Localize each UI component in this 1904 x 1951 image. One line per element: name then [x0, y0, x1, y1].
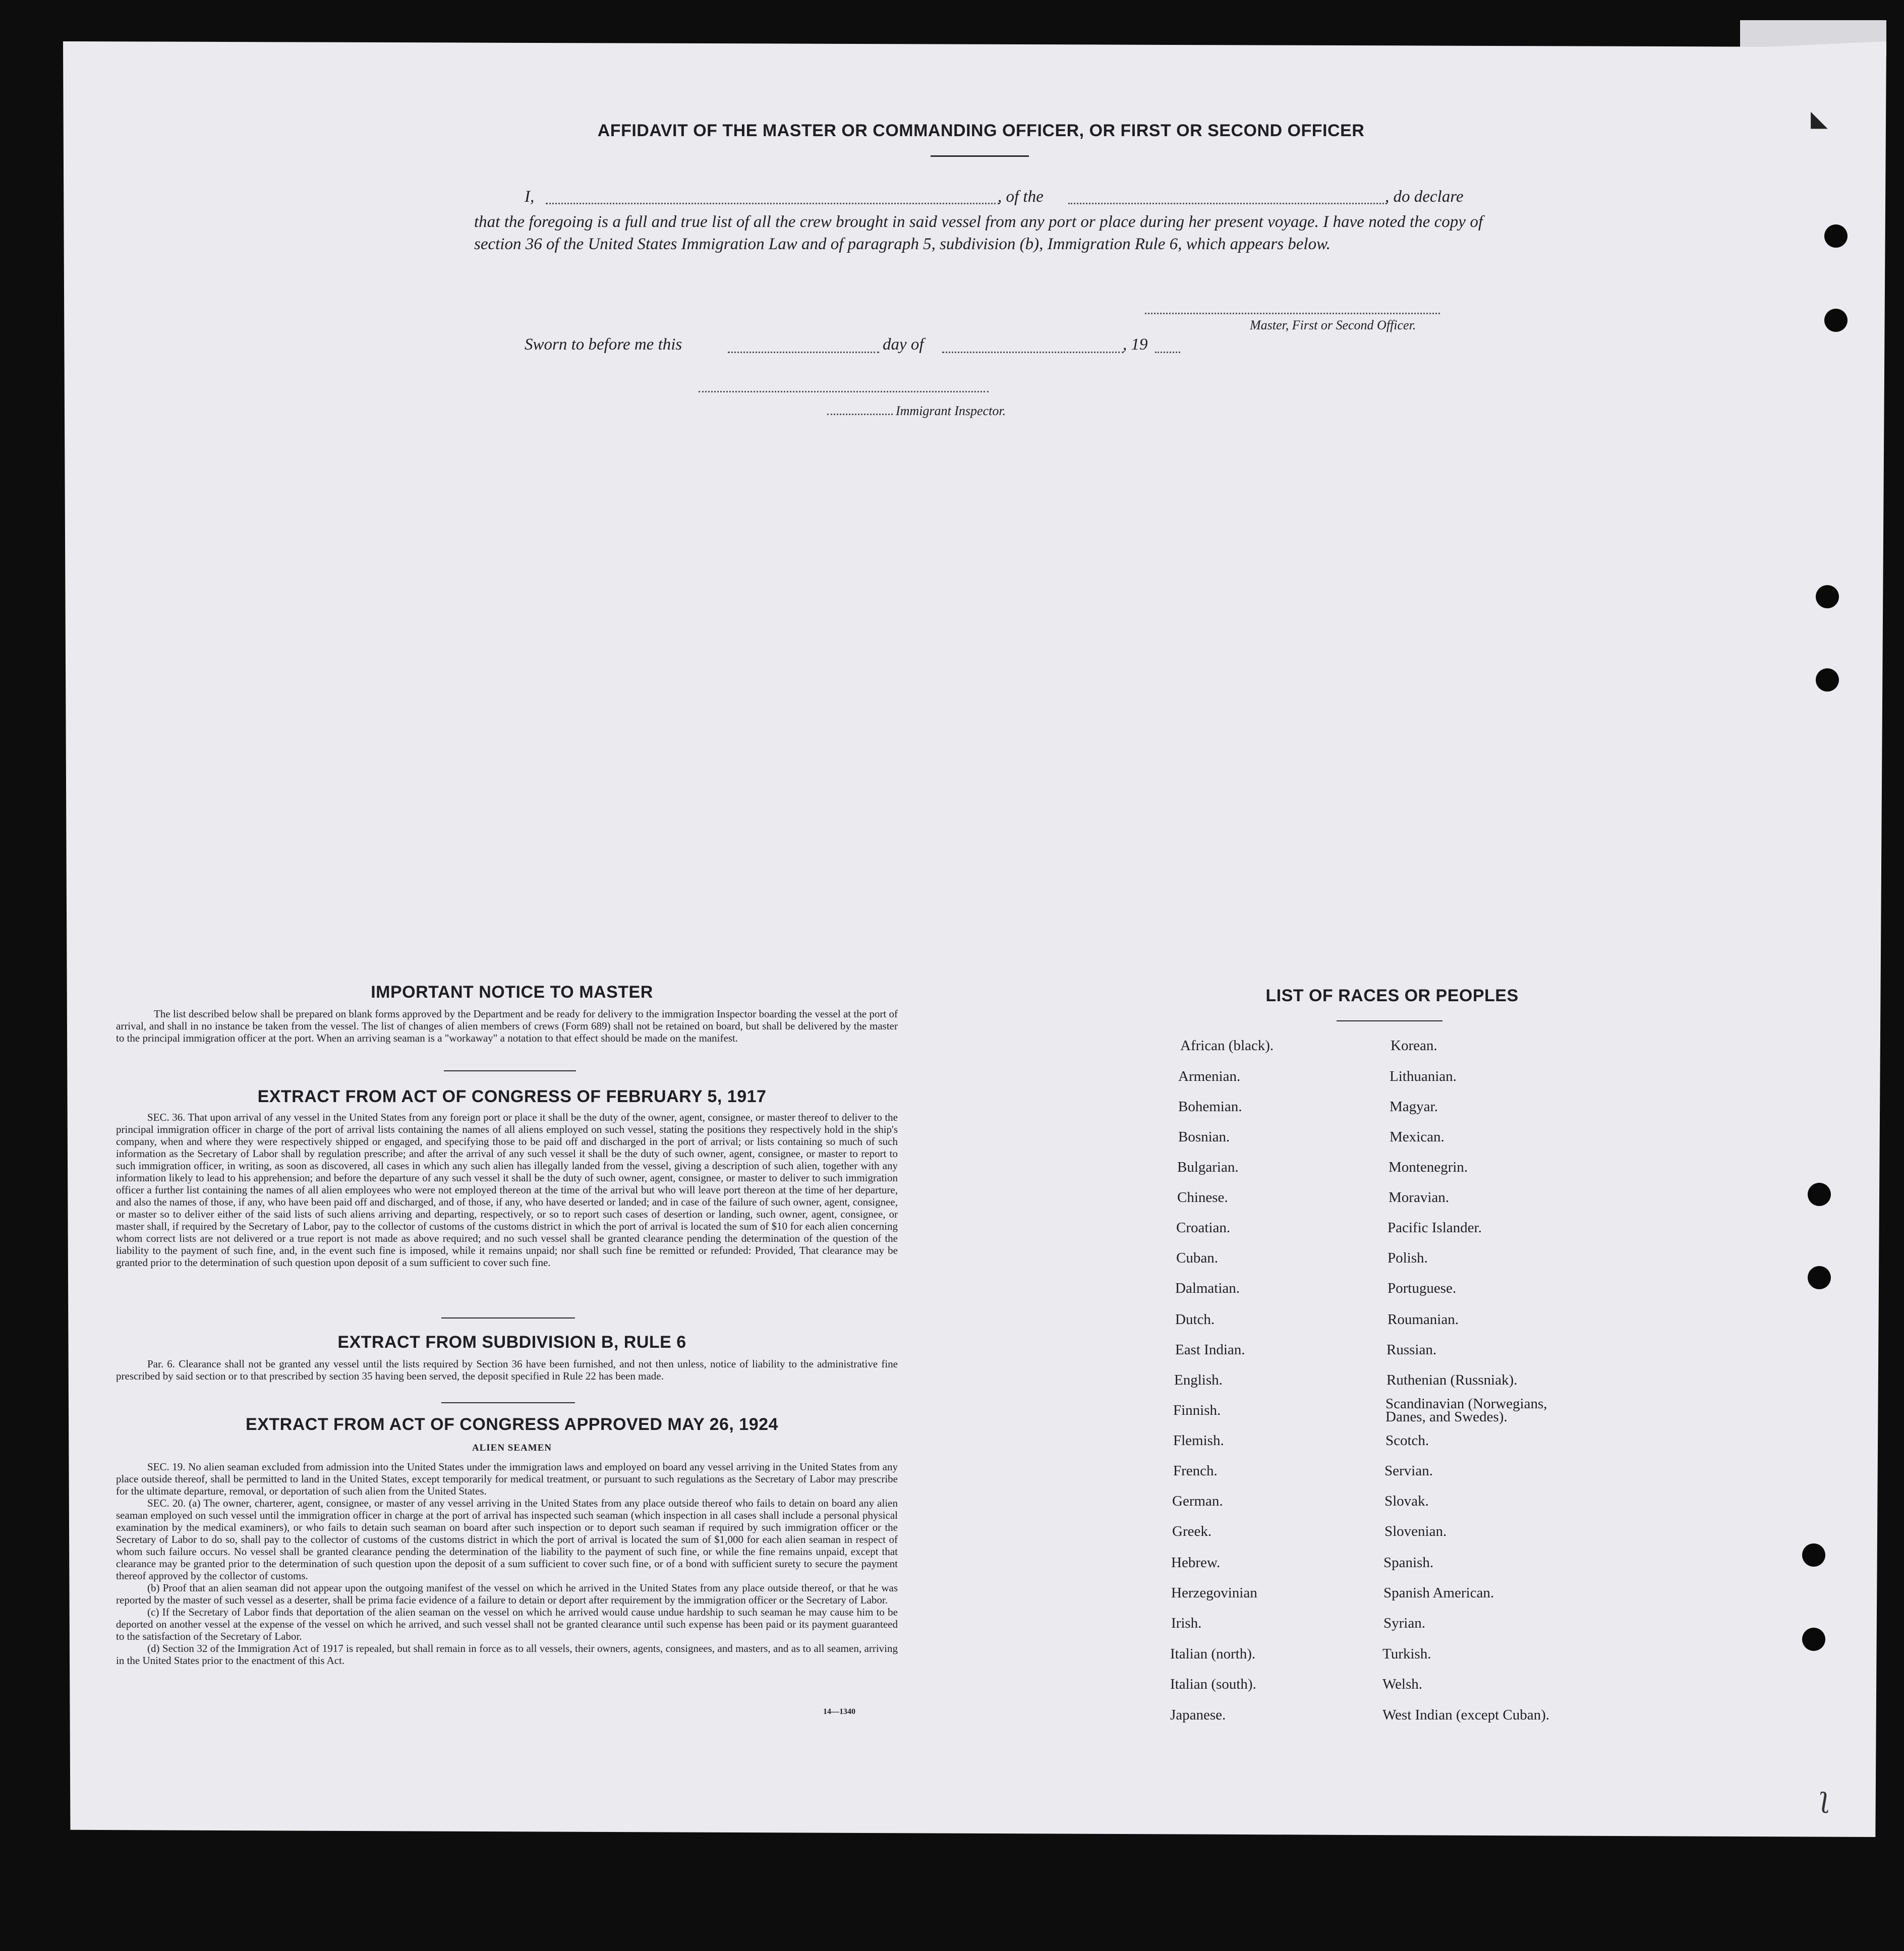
race-item: Japanese.: [1170, 1707, 1226, 1723]
punch-hole: [1802, 1543, 1825, 1567]
race-item: Slovenian.: [1384, 1523, 1447, 1539]
race-item: Finnish.: [1173, 1402, 1221, 1418]
race-item: Chinese.: [1177, 1189, 1228, 1206]
race-item: Herzegovinian: [1171, 1585, 1257, 1601]
sworn-year-blank[interactable]: [1155, 352, 1180, 353]
race-item: Roumanian.: [1388, 1311, 1459, 1328]
race-item: Lithuanian.: [1390, 1068, 1457, 1084]
sec-19-paragraph: SEC. 19. No alien seaman excluded from admission into the United States under the immigration laws and employed on board any vessel arriving in the United States from any place outside thereof, shall be permitted to land in the United States, except temporarily for medical treatment, or pursuant to such regulations as the Secretary of Labor may prescribe for the ultimate departure, removal, or deportation of such alien from the United States.: [116, 1461, 898, 1497]
race-item: Bosnian.: [1178, 1129, 1230, 1145]
section-divider: [441, 1317, 575, 1318]
affidavit-body: that the foregoing is a full and true list of all the crew brought in said vessel from any port or place during her present voyage. I have noted the copy of section 36 of the United States Immigration Law and of paragraph 5, subdivision (b), Immigration Rule 6, which appears below.: [474, 213, 1483, 253]
affidavit-i-label: I,: [525, 188, 535, 206]
alien-seamen-subtitle: ALIEN SEAMEN: [472, 1443, 552, 1453]
race-item: African (black).: [1180, 1038, 1274, 1054]
race-item: Turkish.: [1382, 1646, 1431, 1662]
race-item: Bulgarian.: [1177, 1159, 1239, 1175]
race-item: Slovak.: [1384, 1493, 1429, 1509]
race-item: Italian (north).: [1170, 1646, 1256, 1662]
title-divider: [931, 155, 1029, 157]
race-item: German.: [1172, 1493, 1223, 1509]
race-item: English.: [1174, 1372, 1223, 1388]
section-divider: [444, 1070, 576, 1071]
notice-body: The list described below shall be prepared on blank forms approved by the Department and be ready for delivery to the immigration Inspector boarding the vessel at the port of arrival, and shall in no instance be taken from the vessel. The list of changes of alien members of crews (Form 689) shall not be retained on board, but shall be delivered by the master to the principal immigration officer at the port. When an arriving seaman is a "workaway" a notation to that effect should be made on the manifest.: [116, 1008, 898, 1044]
race-item: Portuguese.: [1388, 1280, 1457, 1296]
race-item: Scandinavian (Norwegians, Danes, and Swedes).: [1386, 1396, 1547, 1425]
race-item: Moravian.: [1389, 1189, 1449, 1206]
races-title-divider: [1337, 1020, 1443, 1021]
section-divider: [441, 1402, 575, 1403]
extract-1917-body: SEC. 36. That upon arrival of any vessel in the United States from any foreign port or place it shall be the duty of the owner, agent, consignee, or master thereof to deliver to the principal immigration officer in charge of the port of arrival lists containing the names of all aliens employed on such vessel, stating the positions they respectively hold in the ship's company, when and where they were respectively shipped or engaged, and specifying those to be paid off and discharged in the port of arrival; or lists containing so much of such information as the Secretary of Labor shall by regulation prescribe; and after the arrival of any such vessel it shall be the duty of such owner, agent, consignee, or master to report to such immigration officer, in writing, as soon as discovered, all cases in which any such alien has illegally landed from the vessel, giving a description of such alien, together with any information likely to lead to his apprehension; and before the departure of any such vessel it shall be the duty of such owner, agent, consignee, or master to deliver to such immigration officer a further list containing the names of all alien employees who were not employed thereon at the time of the arrival but who will leave port thereon at the time of her departure, and also the names of those, if any, who have been paid off and discharged, and of those, if any, who have deserted or landed; and in case of the failure of such owner, agent, consignee, or master so to deliver either of the said lists of such aliens arriving and departing, respectively, or so to report such cases of desertion or landing, such owner, agent, consignee, or master shall, if required by the Secretary of Labor, pay to the collector of customs of the customs district in which the port of arrival is located the sum of $10 for each alien concerning whom correct lists are not delivered or a true report is not made as above required; and no such vessel shall be granted clearance pending the determination of the question of the liability to the payment of such fine, and, in the event such fine is imposed, while it remains unpaid; nor shall such fine be remitted or refunded: Provided, That clearance may be granted prior to the determination of such question upon deposit of a sum sufficient to cover such fine.: [116, 1111, 898, 1269]
affidavit-of-the-label: , of the: [998, 188, 1044, 206]
punch-hole: [1824, 224, 1848, 248]
race-item: Syrian.: [1383, 1615, 1425, 1631]
handwritten-mark: ʅ: [1821, 1786, 1829, 1819]
race-item: West Indian (except Cuban).: [1382, 1707, 1550, 1723]
race-item: Hebrew.: [1171, 1555, 1221, 1571]
affidavit-title: AFFIDAVIT OF THE MASTER OR COMMANDING OFFICER, OR FIRST OR SECOND OFFICER: [597, 121, 1365, 140]
punch-hole: [1808, 1266, 1831, 1289]
race-item: Scotch.: [1386, 1432, 1429, 1449]
race-item: Italian (south).: [1170, 1676, 1256, 1692]
sworn-day-blank[interactable]: [728, 352, 879, 353]
race-item: Dalmatian.: [1175, 1280, 1240, 1296]
race-item: Montenegrin.: [1389, 1159, 1468, 1175]
races-title: LIST OF RACES OR PEOPLES: [1265, 986, 1519, 1005]
sec-20b-paragraph: (b) Proof that an alien seaman did not appear upon the outgoing manifest of the vessel on which he arrived in the United States from any place outside thereof, or that he was reported by the master of such vessel as a deserter, shall be prima facie evidence of a failure to detain or deport after requirement by the immigration officer or the Secretary of Labor.: [116, 1582, 898, 1606]
sec-20a-paragraph: SEC. 20. (a) The owner, charterer, agent, consignee, or master of any vessel arriving in the United States from any place outside thereof who fails to detain on board any alien seaman employed on such vessel until the immigration officer in charge at the port of arrival has inspected such seaman (which inspection in all cases shall include a personal physical examination by the medical examiners), or who fails to detain such seaman on board after such inspection or to deport such seaman if required by such immigration officer or the Secretary of Labor to do so, shall pay to the collector of customs of the customs district in which the port of arrival is located the sum of $1,000 for each alien seaman in respect of whom such failure occurs. No vessel shall be granted clearance pending the determination of the liability to the payment of such fine, or while the fine remains unpaid, except that clearance may be granted prior to the determination of such question upon the deposit of a sum sufficient to cover such fine, or of a bond with sufficient surety to secure the payment thereof approved by the collector of customs.: [116, 1497, 898, 1582]
race-item: French.: [1173, 1463, 1218, 1479]
race-item: Mexican.: [1390, 1129, 1445, 1145]
form-number: 14—1340: [823, 1707, 855, 1716]
race-item: Irish.: [1171, 1615, 1202, 1631]
year-label: , 19: [1123, 335, 1148, 354]
race-item: Dutch.: [1175, 1311, 1215, 1328]
sworn-month-blank[interactable]: [942, 352, 1124, 353]
race-item: Ruthenian (Russniak).: [1387, 1372, 1518, 1388]
race-item: Armenian.: [1178, 1068, 1241, 1084]
race-item: Russian.: [1387, 1342, 1437, 1358]
punch-hole: [1824, 309, 1848, 332]
race-item: East Indian.: [1175, 1342, 1245, 1358]
punch-hole: [1808, 1183, 1831, 1206]
extract-1924-title: EXTRACT FROM ACT OF CONGRESS APPROVED MAY 26, 1924: [246, 1415, 778, 1434]
officer-signature-label: Master, First or Second Officer.: [1250, 318, 1416, 332]
inspector-signature-line[interactable]: [699, 391, 989, 392]
vessel-blank[interactable]: [1068, 203, 1387, 204]
day-of-label: day of: [883, 335, 924, 354]
inspector-short-line: [827, 414, 893, 415]
corner-flap-mark: ◣: [1811, 106, 1828, 131]
race-item: Cuban.: [1176, 1250, 1218, 1266]
rule6-body: Par. 6. Clearance shall not be granted any vessel until the lists required by Section 36 have been furnished, and not then unless, notice of liability to the administrative fine prescribed by said section or to that prescribed by section 35 having been served, the deposit specified in Rule 22 has been made.: [116, 1358, 898, 1382]
race-item: Spanish.: [1383, 1555, 1434, 1571]
rule6-title: EXTRACT FROM SUBDIVISION B, RULE 6: [337, 1333, 686, 1352]
race-item: Korean.: [1391, 1038, 1437, 1054]
notice-title: IMPORTANT NOTICE TO MASTER: [371, 983, 653, 1002]
punch-hole: [1816, 668, 1839, 692]
inspector-label: Immigrant Inspector.: [896, 404, 1006, 418]
race-item: Croatian.: [1176, 1220, 1231, 1236]
race-item: Welsh.: [1382, 1676, 1423, 1692]
race-item: Polish.: [1388, 1250, 1428, 1266]
extract-1917-title: EXTRACT FROM ACT OF CONGRESS OF FEBRUARY 5, 1917: [257, 1087, 767, 1106]
punch-hole: [1816, 585, 1839, 608]
sec-20d-paragraph: (d) Section 32 of the Immigration Act of 1917 is repealed, but shall remain in force as to all vessels, their owners, agents, consignees, and masters, and as to all seamen, arriving in the United States prior to the enactment of this Act.: [116, 1642, 898, 1667]
race-item: Greek.: [1172, 1523, 1212, 1539]
race-item: Servian.: [1384, 1463, 1433, 1479]
sec-20c-paragraph: (c) If the Secretary of Labor finds that deportation of the alien seaman on the vessel on which he arrived would cause undue hardship to such seaman he may cause him to be deported on another vessel at the expense of the vessel on which he arrived, and such vessel shall not be granted clearance until such expense has been paid or its payment guaranteed to the satisfaction of the Secretary of Labor.: [116, 1606, 898, 1642]
punch-hole: [1802, 1628, 1825, 1651]
affidavit-declare-label: , do declare: [1385, 188, 1464, 206]
officer-signature-line[interactable]: [1145, 313, 1440, 314]
race-item: Bohemian.: [1178, 1099, 1242, 1115]
race-item: Magyar.: [1390, 1099, 1438, 1115]
race-item: Flemish.: [1173, 1432, 1224, 1449]
race-item: Spanish American.: [1383, 1585, 1494, 1601]
extract-1924-section: [116, 1461, 898, 1667]
name-blank[interactable]: [546, 203, 1000, 204]
race-item: Pacific Islander.: [1388, 1220, 1482, 1236]
sworn-label: Sworn to before me this: [525, 335, 682, 354]
